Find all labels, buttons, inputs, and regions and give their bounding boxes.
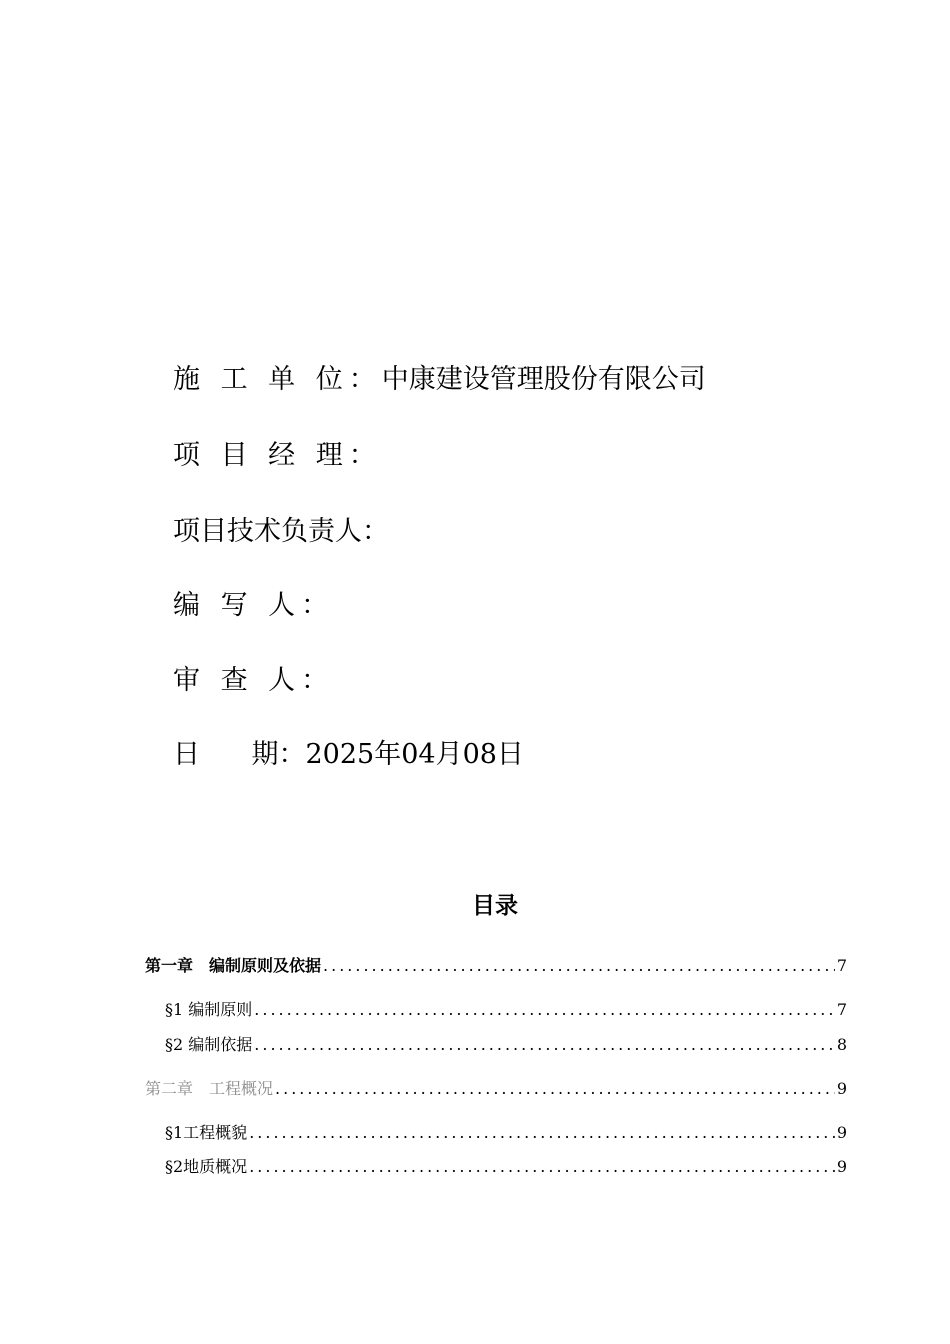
toc-entry-chapter-1[interactable] bbox=[145, 955, 847, 977]
toc-entry-label: 第一章 编制原则及依据 bbox=[145, 956, 322, 975]
technical-lead-label: 项目技术负责人： bbox=[173, 516, 389, 547]
toc-entry-section-1-1[interactable] bbox=[165, 999, 847, 1021]
toc-page-number: 9 bbox=[836, 1123, 847, 1142]
toc-leader-dots bbox=[254, 999, 835, 1021]
toc-entry-label: §1工程概貌 bbox=[165, 1123, 248, 1142]
toc-entry-chapter-2[interactable] bbox=[145, 1078, 847, 1100]
toc-page-number: 7 bbox=[836, 1000, 847, 1019]
construction-unit-value: 中康建设管理股份有限公司 bbox=[381, 364, 706, 395]
toc-entry-section-1-2[interactable] bbox=[165, 1034, 847, 1056]
date-label: 日 期： bbox=[173, 739, 306, 770]
toc-leader-dots bbox=[275, 1078, 835, 1100]
date-line bbox=[173, 737, 524, 773]
toc-page-number: 9 bbox=[836, 1079, 847, 1098]
date-value: 2025年04月08日 bbox=[305, 739, 524, 770]
toc-entry-label: §1 编制原则 bbox=[165, 1000, 253, 1019]
toc-entry-label: §2地质概况 bbox=[165, 1157, 248, 1176]
toc-entry-section-2-1[interactable] bbox=[165, 1122, 847, 1144]
toc-page-number: 8 bbox=[836, 1035, 847, 1054]
project-manager-label: 项 目 经 理： bbox=[173, 440, 382, 471]
reviewer-label: 审 查 人： bbox=[173, 665, 335, 696]
toc-entry-label: 第二章 工程概况 bbox=[145, 1079, 274, 1098]
toc-leader-dots bbox=[249, 1156, 835, 1178]
toc-page-number: 9 bbox=[836, 1157, 847, 1176]
toc-leader-dots bbox=[323, 955, 835, 977]
toc-entry-section-2-2[interactable] bbox=[165, 1156, 847, 1178]
toc-title: 目录 bbox=[472, 892, 518, 919]
construction-unit-line bbox=[173, 362, 706, 398]
toc-leader-dots bbox=[254, 1034, 835, 1056]
author-label: 编 写 人： bbox=[173, 590, 335, 621]
toc-page-number: 7 bbox=[836, 956, 847, 975]
toc-entry-label: §2 编制依据 bbox=[165, 1035, 253, 1054]
construction-unit-label: 施 工 单 位： bbox=[173, 364, 382, 395]
toc-leader-dots bbox=[249, 1122, 835, 1144]
